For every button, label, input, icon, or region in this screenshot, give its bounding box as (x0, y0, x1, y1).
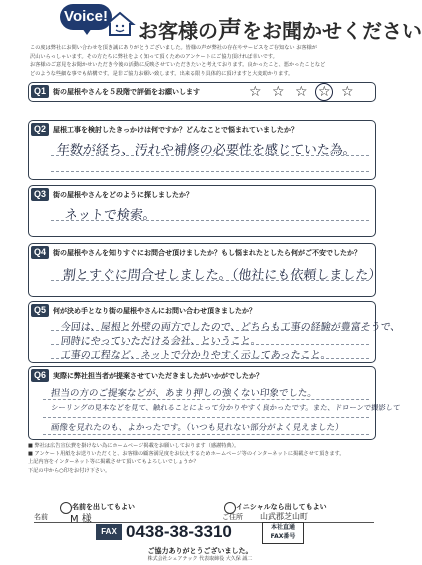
title-part1: お客様の (138, 19, 218, 43)
answer-text: 割とすぐに問合せしました。（他社にも依頼しました） (62, 268, 383, 283)
house-icon (106, 12, 134, 36)
note-line: 下記の中から○印をお付け下さい。 (28, 467, 111, 474)
hq-fax-box (262, 522, 304, 544)
question-number: Q2 (31, 123, 49, 136)
page-title (138, 10, 422, 45)
question-text: 街の屋根やさんをどのように探しましたか？ (53, 191, 193, 199)
title-voice: 声 (218, 16, 242, 44)
address-value: 山武郡芝山町 (260, 512, 308, 521)
selected-rating-circle (315, 83, 333, 101)
note-line: 上記内容をインターネット等に掲載させて頂いてもよろしいでしょうか？ (28, 459, 199, 466)
hq-line1: 本社直通 (270, 524, 295, 531)
answer-text: シーリングの見本などを見て、触れることによって分かりやすく良かったです。また、ドローンで撮影して (50, 403, 401, 412)
question-text: 屋根工事を検討したきっかけは何ですか？どんなことで悩まれていましたか？ (53, 126, 298, 134)
answer-line (51, 358, 369, 359)
question-text: 実際に弊社担当者が提案させていただきましたがいかがでしたか？ (53, 372, 263, 380)
question-1 (28, 82, 376, 102)
question-number: Q5 (31, 304, 49, 317)
answer-line (51, 155, 369, 156)
answer-line (43, 417, 369, 418)
answer-line (51, 171, 369, 172)
option-label: イニシャルなら出してもよい (236, 503, 327, 511)
question-3 (28, 185, 376, 237)
answer-line (43, 399, 369, 400)
intro-text (30, 44, 375, 78)
question-number: Q6 (31, 369, 49, 382)
intro-line: お客様のご意見をお聞かせいただき今後の活動に反映させていただきたいと考えております。良かったこと、悪かったことなど (30, 62, 326, 69)
question-text: 何が決め手となり街の屋根やさんにお問い合わせ頂きましたか？ (53, 307, 256, 315)
answer-text: 担当の方のご提案などが、あまり押しの強くない印象でした。 (50, 388, 318, 399)
answer-line (51, 330, 369, 331)
answer-text: 今回は、屋根と外壁の両方でしたので、どちらも工事の経験が豊富そうで、 (60, 322, 401, 333)
star-icon[interactable]: ☆ (249, 84, 262, 100)
question-4 (28, 243, 383, 297)
name-label: 名前 (34, 513, 48, 521)
question-5 (28, 301, 401, 363)
question-number: Q1 (31, 85, 49, 98)
option-label: 名前を出してもよい (72, 503, 135, 511)
answer-line (43, 434, 369, 435)
fax-label: FAX (96, 524, 122, 540)
answer-text: 同時にやっていただける会社、ということ。 (60, 336, 262, 347)
hq-line2: FAX番号 (270, 533, 296, 540)
answer-text: 年数が経ち、汚れや補修の必要性を感じていた為。 (56, 143, 357, 158)
answer-text: 画像を見れたのも、よかったです。（いつも見れない部分がよく見えました） (50, 423, 344, 433)
voice-badge-tail (82, 28, 92, 35)
answer-line (51, 220, 369, 221)
name-value: M 様 (70, 514, 92, 525)
answer-text: 工事の工程など、ネットで分かりやすく示してあったこと。 (60, 350, 332, 361)
company-text: 株式会社シェアテック 代表取締役 大久保 誠二 (147, 556, 253, 562)
intro-line: この度は弊社にお問い合わせを頂き誠にありがとうございました。皆様の声が弊社の存在やサービスをご存知ない お客様が (30, 45, 317, 51)
note-line: ■ アンケート用紙をお送りいただくと、お客様の顧客満足度をお伝えするためホームページ等のインターネットに掲載させて頂きます。 (28, 451, 345, 458)
fax-number: 0438-38-3310 (126, 522, 232, 541)
intro-line: 沢山いらっしゃいます。その方たちに弊社をよく知って頂くためのアンケートにご協力頂ければ幸いです。 (30, 53, 278, 60)
answer-line (51, 280, 369, 281)
star-icon[interactable]: ☆ (272, 84, 285, 100)
voice-badge: Voice! (60, 4, 112, 30)
question-number: Q4 (31, 246, 49, 259)
thanks-text: ご協力ありがとうございました。 (147, 547, 253, 555)
star-icon[interactable]: ☆ (341, 84, 354, 100)
question-2 (28, 120, 376, 180)
answer-line (51, 344, 369, 345)
star-icon[interactable]: ☆ (295, 84, 308, 100)
address-label: ご住所 (222, 513, 243, 521)
note-line: ■ 弊社は広告宣伝費を掛けない為にホームページ掲載をお願いしております（感謝特典）。 (28, 443, 240, 449)
question-6 (28, 366, 401, 440)
question-text: 街の屋根やさんを知りすぐにお問合せ頂けましたか？もし悩まれたとしたら何がご不安でしたか？ (53, 249, 361, 257)
star-icon[interactable]: ☆ (318, 84, 331, 100)
title-part2: をお聞かせください (242, 19, 422, 43)
question-number: Q3 (31, 188, 49, 201)
publication-notes (28, 442, 378, 475)
question-text: 街の屋根やさんを５段階で評価をお願いします (53, 88, 200, 96)
intro-line: どのような些細な事でも結構です。是非ご協力お願い致します。出来る限り具体的に頂けますと大変助かります。 (30, 70, 294, 77)
answer-text: ネットで検索。 (64, 208, 157, 223)
